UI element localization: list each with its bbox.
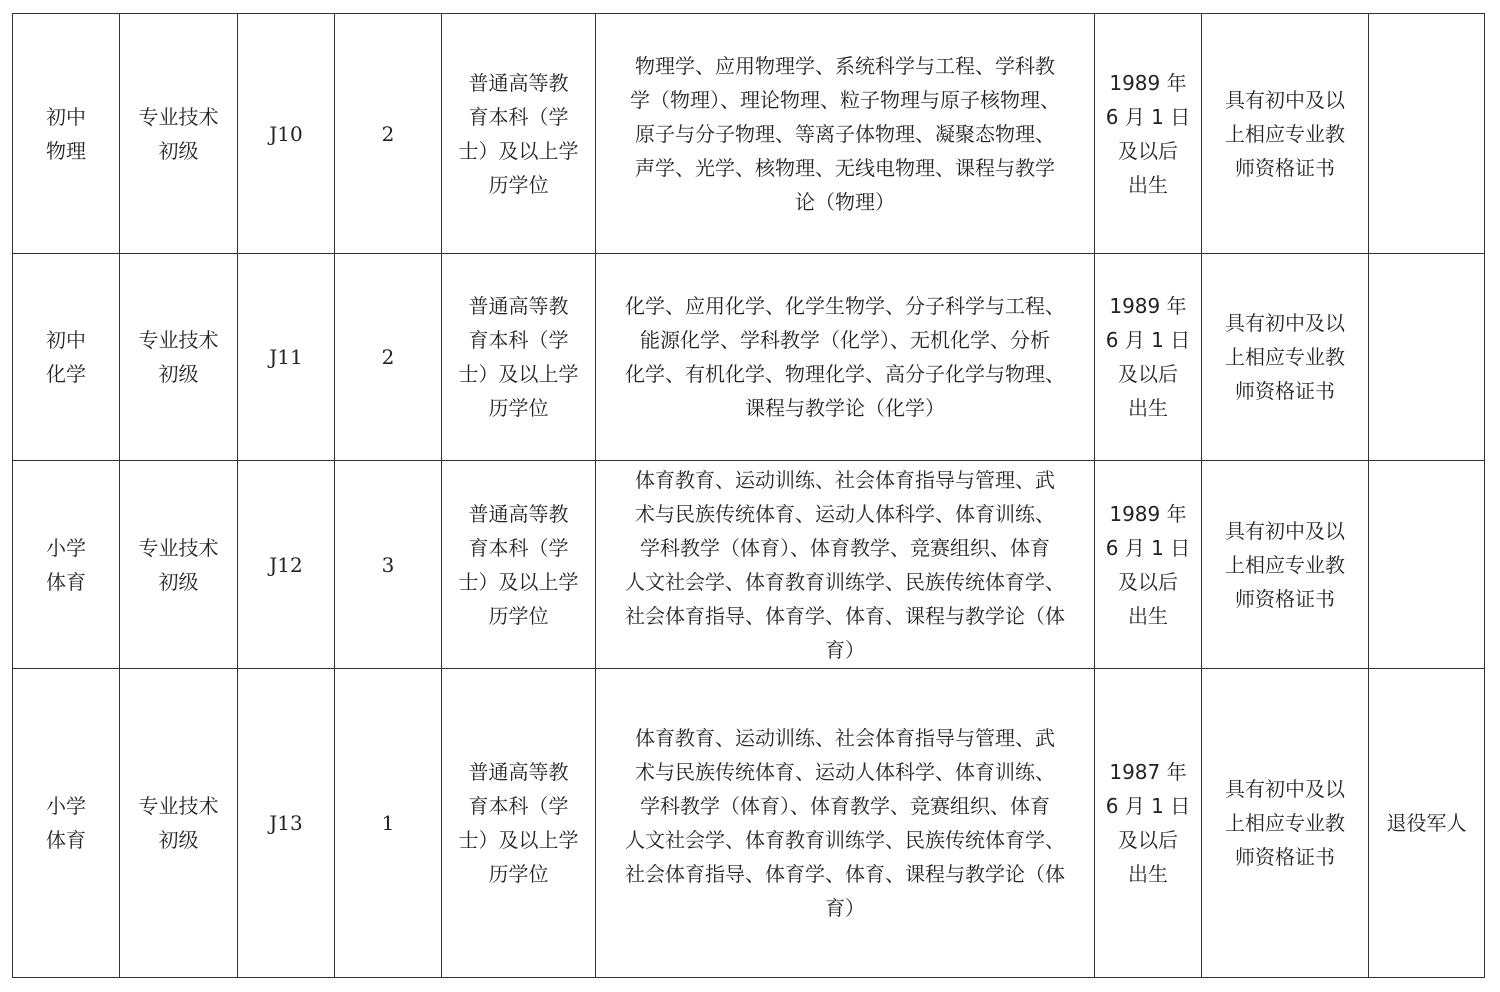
note-cell bbox=[1369, 461, 1485, 669]
education-cell: 普通高等教 育本科（学 士）及以上学 历学位 bbox=[442, 461, 596, 669]
subject-cell: 初中 物理 bbox=[13, 14, 120, 254]
majors-cell: 体育教育、运动训练、社会体育指导与管理、武 术与民族传统体育、运动人体科学、体育训练、 学科教学（体育）、体育教学、竞赛组织、体育 人文社会学、体育教育训练学、民族传统体育学、 社会体育指导、体育学、体育、课程与教学论（体 育） bbox=[596, 669, 1095, 978]
level-cell: 专业技术 初级 bbox=[120, 14, 238, 254]
post-code-cell: J12 bbox=[238, 461, 335, 669]
note-cell bbox=[1369, 254, 1485, 461]
headcount-cell: 2 bbox=[335, 14, 442, 254]
birth-cell: 1989 年 6 月 1 日 及以后 出生 bbox=[1095, 461, 1202, 669]
level-cell: 专业技术 初级 bbox=[120, 461, 238, 669]
table-row bbox=[13, 669, 1485, 978]
education-cell: 普通高等教 育本科（学 士）及以上学 历学位 bbox=[442, 14, 596, 254]
birth-cell: 1987 年 6 月 1 日 及以后 出生 bbox=[1095, 669, 1202, 978]
subject-cell: 小学 体育 bbox=[13, 461, 120, 669]
table-row bbox=[13, 254, 1485, 461]
qualification-cell: 具有初中及以 上相应专业教 师资格证书 bbox=[1202, 461, 1369, 669]
qualification-cell: 具有初中及以 上相应专业教 师资格证书 bbox=[1202, 14, 1369, 254]
majors-cell: 体育教育、运动训练、社会体育指导与管理、武 术与民族传统体育、运动人体科学、体育训练、 学科教学（体育）、体育教学、竞赛组织、体育 人文社会学、体育教育训练学、民族传统体育学、 社会体育指导、体育学、体育、课程与教学论（体 育） bbox=[596, 461, 1095, 669]
note-cell: 退役军人 bbox=[1369, 669, 1485, 978]
headcount-cell: 1 bbox=[335, 669, 442, 978]
education-cell: 普通高等教 育本科（学 士）及以上学 历学位 bbox=[442, 254, 596, 461]
majors-cell: 物理学、应用物理学、系统科学与工程、学科教 学（物理）、理论物理、粒子物理与原子核物理、 原子与分子物理、等离子体物理、凝聚态物理、 声学、光学、核物理、无线电物理、课程与教学 论（物理） bbox=[596, 14, 1095, 254]
table-body bbox=[13, 14, 1485, 978]
qualification-cell: 具有初中及以 上相应专业教 师资格证书 bbox=[1202, 669, 1369, 978]
birth-cell: 1989 年 6 月 1 日 及以后 出生 bbox=[1095, 254, 1202, 461]
subject-cell: 小学 体育 bbox=[13, 669, 120, 978]
table-row bbox=[13, 461, 1485, 669]
post-code-cell: J13 bbox=[238, 669, 335, 978]
headcount-cell: 3 bbox=[335, 461, 442, 669]
subject-cell: 初中 化学 bbox=[13, 254, 120, 461]
post-code-cell: J11 bbox=[238, 254, 335, 461]
recruitment-table bbox=[12, 13, 1485, 978]
education-cell: 普通高等教 育本科（学 士）及以上学 历学位 bbox=[442, 669, 596, 978]
birth-cell: 1989 年 6 月 1 日 及以后 出生 bbox=[1095, 14, 1202, 254]
note-cell bbox=[1369, 14, 1485, 254]
qualification-cell: 具有初中及以 上相应专业教 师资格证书 bbox=[1202, 254, 1369, 461]
post-code-cell: J10 bbox=[238, 14, 335, 254]
majors-cell: 化学、应用化学、化学生物学、分子科学与工程、 能源化学、学科教学（化学）、无机化学、分析 化学、有机化学、物理化学、高分子化学与物理、 课程与教学论（化学） bbox=[596, 254, 1095, 461]
headcount-cell: 2 bbox=[335, 254, 442, 461]
table-row bbox=[13, 14, 1485, 254]
level-cell: 专业技术 初级 bbox=[120, 254, 238, 461]
level-cell: 专业技术 初级 bbox=[120, 669, 238, 978]
